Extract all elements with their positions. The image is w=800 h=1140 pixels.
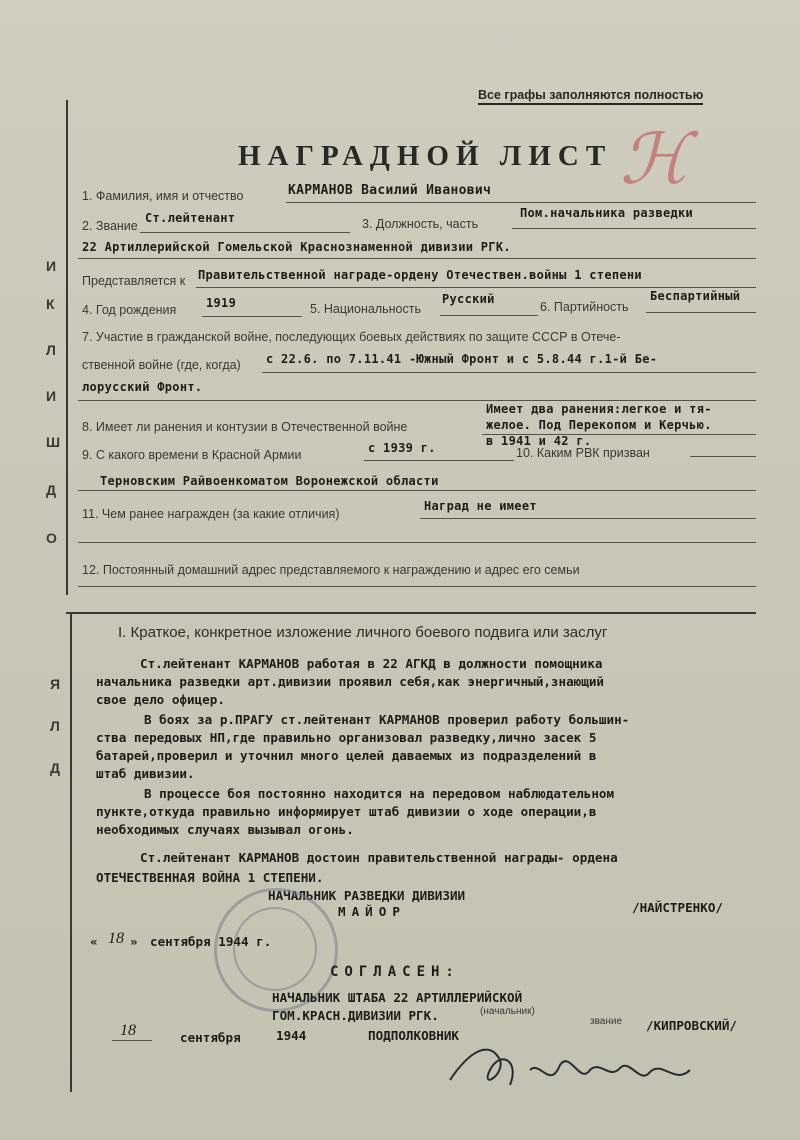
field-label: 8. Имеет ли ранения и контузии в Отечественной войне (82, 420, 408, 434)
narrative-line: необходимых случаях вызывал огонь. (96, 822, 354, 837)
field-value-draft-office: Терновским Райвоенкоматом Воронежской области (100, 474, 439, 488)
field-value-position: Пом.начальника разведки (520, 206, 694, 220)
field-value-army-since: с 1939 г. (368, 441, 436, 455)
field-label: 2. Звание (82, 219, 138, 233)
field-value-wounds-cont: желое. Под Перекопом и Керчью. (486, 418, 712, 432)
field-label: ственной войне (где, когда) (82, 358, 241, 372)
field-value-name: КАРМАНОВ Василий Иванович (288, 183, 492, 198)
narrative-line: ства передовых НП,где правильно организовал разведку,лично засек 5 (96, 730, 597, 745)
underline (690, 456, 756, 457)
field-label: 3. Должность, часть (362, 217, 479, 231)
staff-date-year: 1944 (276, 1028, 307, 1043)
narrative-line: свое дело офицер. (96, 692, 225, 707)
field-value-previous-awards: Наград не имеет (424, 499, 537, 513)
side-letter: К (46, 296, 55, 312)
chief-name: /НАЙСТРЕНКО/ (632, 900, 723, 915)
field-value-service: с 22.6. по 7.11.41 -Южный Фронт и с 5.8.44 г.1-й Бе- (266, 352, 658, 366)
staff-date-day: 18 (120, 1022, 136, 1039)
underline (646, 312, 756, 313)
narrative-line: батарей,проверил и уточнил много целей даваемых из подразделений в (96, 748, 597, 763)
field-value-rank: Ст.лейтенант (145, 211, 236, 225)
field-value-award: Правительственной награде-ордену Отечествен.войны 1 степени (198, 268, 642, 282)
narrative-line: Ст.лейтенант КАРМАНОВ работая в 22 АГКД в должности помощника (140, 656, 603, 671)
field-value-wounds-years: в 1941 и 42 г. (486, 434, 592, 448)
field-value-birth-year: 1919 (206, 296, 237, 310)
underline (112, 1040, 152, 1041)
zvanie-label: звание (590, 1016, 623, 1027)
side-letter: Я (50, 676, 61, 692)
side-letter: Д (46, 482, 56, 498)
field-value-party: Беспартийный (650, 289, 741, 303)
section-title: I. Краткое, конкретное изложение личного боевого подвига или заслуг (118, 624, 608, 641)
left-margin-line-bottom (70, 612, 72, 1092)
field-label: 11. Чем ранее награжден (за какие отличия) (82, 507, 340, 521)
underline (262, 372, 756, 373)
side-letter: О (46, 530, 57, 546)
field-value-service-cont: лорусский Фронт. (82, 380, 203, 394)
underline (78, 258, 756, 259)
left-margin-line-top (66, 100, 68, 595)
header-note: Все графы заполняются полностью (478, 88, 703, 105)
staff-rank: ПОДПОЛКОВНИК (368, 1028, 459, 1043)
field-label: Представляется к (82, 274, 186, 288)
date-quote-close: » (130, 934, 138, 949)
side-letter: Д (50, 760, 60, 776)
staff-name: /КИПРОВСКИЙ/ (646, 1018, 737, 1033)
underline (286, 202, 756, 203)
red-pencil-mark: ℋ (620, 122, 690, 199)
narrative-line: Ст.лейтенант КАРМАНОВ достоин правительственной награды- ордена (140, 850, 618, 865)
underline (196, 287, 756, 288)
field-label: 9. С какого времени в Красной Армии (82, 448, 302, 462)
date-day: 18 (108, 930, 124, 947)
field-value-position-cont: 22 Артиллерийской Гомельской Краснознаменной дивизии РГК. (82, 240, 511, 254)
date-month-year: сентября 1944 г. (150, 934, 272, 949)
narrative-line: штаб дивизии. (96, 766, 195, 781)
field-label: 7. Участие в гражданской войне, последующих боевых действиях по защите СССР в Отече- (82, 330, 621, 344)
field-label: 5. Национальность (310, 302, 421, 316)
field-label: 10. Каким РВК призван (516, 446, 650, 460)
section-divider (66, 612, 756, 614)
narrative-line: начальника разведки арт.дивизии проявил себя,как энергичный,знающий (96, 674, 604, 689)
date-quote-open: « (90, 934, 98, 949)
handwritten-signature (440, 1030, 720, 1110)
page-title: НАГРАДНОЙ ЛИСТ (238, 140, 613, 172)
field-label: 6. Партийность (540, 300, 629, 314)
staff-small-label: (начальник) (480, 1006, 535, 1017)
staff-title-1: НАЧАЛЬНИК ШТАБА 22 АРТИЛЛЕРИЙСКОЙ (272, 990, 523, 1005)
agreed-label: СОГЛАСЕН: (330, 964, 460, 980)
underline (420, 518, 756, 519)
underline (512, 228, 756, 229)
underline (140, 232, 350, 233)
underline (78, 542, 756, 543)
side-letter: Л (46, 342, 56, 358)
underline (78, 586, 756, 587)
narrative-line: пункте,откуда правильно информирует штаб дивизии о ходе операции,в (96, 804, 597, 819)
side-letter: Ш (46, 434, 61, 450)
underline (440, 315, 538, 316)
underline (364, 460, 514, 461)
field-label: 4. Год рождения (82, 303, 177, 317)
field-value-wounds: Имеет два ранения:легкое и тя- (486, 402, 712, 416)
field-value-nationality: Русский (442, 292, 495, 306)
narrative-line: В боях за р.ПРАГУ ст.лейтенант КАРМАНОВ проверил работу большин- (144, 712, 630, 727)
underline (78, 490, 756, 491)
underline (78, 400, 756, 401)
field-label: 1. Фамилия, имя и отчество (82, 189, 244, 203)
side-letter: И (46, 258, 57, 274)
side-letter: И (46, 388, 57, 404)
chief-title: НАЧАЛЬНИК РАЗВЕДКИ ДИВИЗИИ (268, 888, 466, 903)
side-letter: Л (50, 718, 60, 734)
staff-title-2: ГОМ.КРАСН.ДИВИЗИИ РГК. (272, 1008, 439, 1023)
narrative-line: ОТЕЧЕСТВЕННАЯ ВОЙНА 1 СТЕПЕНИ. (96, 870, 324, 885)
field-label: 12. Постоянный домашний адрес представляемого к награждению и адрес его семьи (82, 563, 580, 577)
narrative-line: В процессе боя постоянно находится на передовом наблюдательном (144, 786, 615, 801)
staff-date-month: сентября (180, 1030, 241, 1045)
chief-rank: МАЙОР (338, 904, 406, 919)
underline (202, 316, 302, 317)
